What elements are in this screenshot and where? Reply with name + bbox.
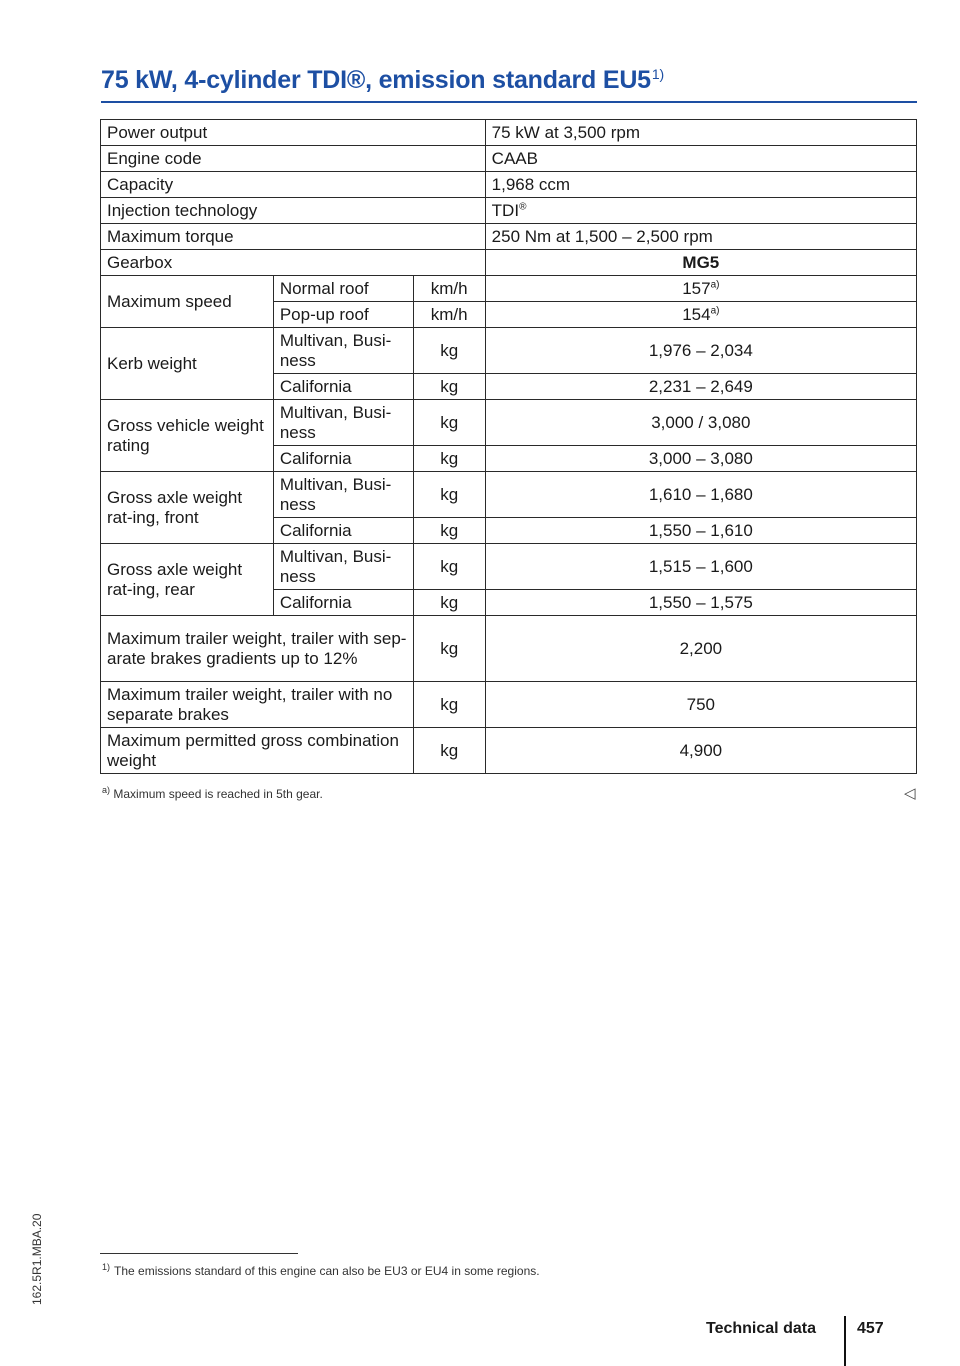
unit-cell: kg <box>413 728 485 774</box>
row-label: Power output <box>101 120 486 146</box>
page-number: 457 <box>857 1320 884 1337</box>
page-divider <box>844 1316 846 1366</box>
table-row <box>101 472 917 518</box>
variant-label: California <box>273 446 413 472</box>
variant-label: California <box>273 518 413 544</box>
table-row <box>101 198 917 224</box>
unit-cell: kg <box>413 446 485 472</box>
table-row <box>101 276 917 302</box>
footnote-divider <box>100 1253 298 1254</box>
row-label: Maximum trailer weight, trailer with sep-arate brakes gradients up to 12% <box>101 616 414 682</box>
unit-cell: kg <box>413 400 485 446</box>
back-arrow-icon[interactable]: ◁ <box>904 785 916 802</box>
value-cell: 2,231 – 2,649 <box>485 374 916 400</box>
row-value <box>485 198 916 224</box>
unit-cell: kg <box>413 518 485 544</box>
row-label: Capacity <box>101 172 486 198</box>
unit-cell: km/h <box>413 302 485 328</box>
row-value: CAAB <box>485 146 916 172</box>
row-label: Maximum torque <box>101 224 486 250</box>
gearbox-value: MG5 <box>485 250 916 276</box>
footnote-a <box>102 787 323 801</box>
variant-label: Multivan, Busi-ness <box>273 328 413 374</box>
value-cell: 1,610 – 1,680 <box>485 472 916 518</box>
group-label: Kerb weight <box>101 328 274 400</box>
variant-label: Normal roof <box>273 276 413 302</box>
value-cell: 1,515 – 1,600 <box>485 544 916 590</box>
row-value: 250 Nm at 1,500 – 2,500 rpm <box>485 224 916 250</box>
table-row <box>101 728 917 774</box>
row-value: 1,968 ccm <box>485 172 916 198</box>
unit-cell: kg <box>413 682 485 728</box>
row-label: Maximum permitted gross combination weight <box>101 728 414 774</box>
group-label: Gross vehicle weight rating <box>101 400 274 472</box>
spec-table <box>100 119 917 774</box>
value-cell <box>485 276 916 302</box>
row-label: Maximum trailer weight, trailer with no separate brakes <box>101 682 414 728</box>
unit-cell: kg <box>413 328 485 374</box>
footnote-ref: a) <box>710 304 720 316</box>
row-label: Injection technology <box>101 198 486 224</box>
value-cell: 1,976 – 2,034 <box>485 328 916 374</box>
value-cell: 1,550 – 1,610 <box>485 518 916 544</box>
title-text: 75 kW, 4-cylinder TDI®, emission standard EU5 <box>101 66 651 94</box>
document-code: 162.5R1.MBA.20 <box>30 1213 44 1305</box>
title-underline <box>101 101 917 103</box>
value-cell: 2,200 <box>485 616 916 682</box>
footnote-1 <box>102 1264 540 1278</box>
value-cell: 4,900 <box>485 728 916 774</box>
value-text: TDI <box>491 200 520 220</box>
unit-cell: km/h <box>413 276 485 302</box>
footnote-ref: a) <box>710 278 720 290</box>
table-row <box>101 400 917 446</box>
value-cell: 750 <box>485 682 916 728</box>
registered-mark: ® <box>519 200 527 212</box>
unit-cell: kg <box>413 472 485 518</box>
variant-label: California <box>273 374 413 400</box>
variant-label: Pop-up roof <box>273 302 413 328</box>
row-value: 75 kW at 3,500 rpm <box>485 120 916 146</box>
page-title <box>101 66 664 95</box>
table-row <box>101 172 917 198</box>
row-label: Gearbox <box>101 250 486 276</box>
value-cell <box>485 302 916 328</box>
variant-label: California <box>273 590 413 616</box>
unit-cell: kg <box>413 374 485 400</box>
unit-cell: kg <box>413 544 485 590</box>
row-label: Engine code <box>101 146 486 172</box>
group-label: Gross axle weight rat-ing, rear <box>101 544 274 616</box>
footnote-text: Maximum speed is reached in 5th gear. <box>113 787 323 801</box>
value-cell: 3,000 – 3,080 <box>485 446 916 472</box>
value-text: 157 <box>682 278 711 298</box>
value-cell: 1,550 – 1,575 <box>485 590 916 616</box>
table-row <box>101 328 917 374</box>
table-row <box>101 544 917 590</box>
variant-label: Multivan, Busi-ness <box>273 400 413 446</box>
variant-label: Multivan, Busi-ness <box>273 544 413 590</box>
table-row <box>101 250 917 276</box>
title-footnote-ref: 1) <box>651 65 664 82</box>
footnote-text: The emissions standard of this engine can also be EU3 or EU4 in some regions. <box>114 1264 540 1278</box>
footnote-mark: a) <box>102 785 111 795</box>
table-row <box>101 224 917 250</box>
unit-cell: kg <box>413 590 485 616</box>
value-text: 154 <box>682 304 711 324</box>
unit-cell: kg <box>413 616 485 682</box>
table-row <box>101 146 917 172</box>
variant-label: Multivan, Busi-ness <box>273 472 413 518</box>
footnote-mark: 1) <box>102 1262 111 1272</box>
value-cell: 3,000 / 3,080 <box>485 400 916 446</box>
group-label: Gross axle weight rat-ing, front <box>101 472 274 544</box>
group-label: Maximum speed <box>101 276 274 328</box>
section-label: Technical data <box>706 1320 816 1337</box>
table-row <box>101 120 917 146</box>
table-row <box>101 682 917 728</box>
table-row <box>101 616 917 682</box>
